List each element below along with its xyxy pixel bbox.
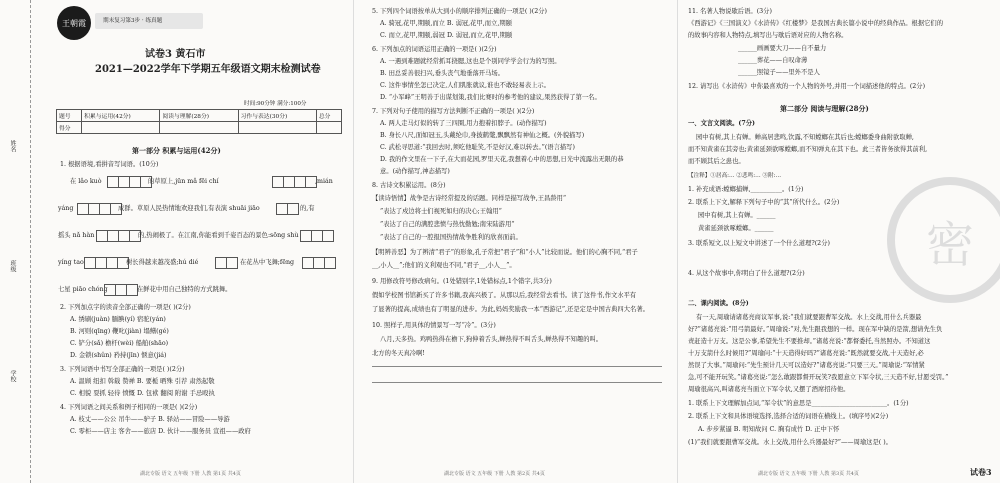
side-school-label: 学校 (9, 370, 16, 382)
reading-1-note: 【注释】①居高:… ②悲鸣:… ③附:… (688, 173, 782, 179)
q7: 7. 下列对句子使用的描写方法判断不正确的一项是( )(2分) (372, 108, 535, 115)
reading-2-text: 然误了大事。”周瑜问:“先生预计几天可以造好?”诸葛亮说:“只要三天。”周瑜说:“军情紧 (688, 362, 925, 369)
score-cell[interactable] (82, 122, 160, 134)
answer-grid[interactable] (302, 257, 335, 269)
page-footer: 湖北专版 语文 五年级 下册 人教 第2页 共4页 (444, 471, 545, 477)
answer-line[interactable] (372, 366, 662, 367)
q2: 2. 下列加点字的读音全部正确的一项是( )(2分) (60, 304, 191, 311)
answer-grid[interactable] (215, 257, 237, 269)
score-header: 习作与表达(30分) (238, 110, 316, 122)
q5: 5. 下列四个词语按单从大到小的顺序排列正确的一项是( )(2分) (372, 8, 547, 15)
q7-option[interactable]: C. 武松寻思道:“我回去时,须吃他耻笑,不是好汉,难以转去。”(语言描写) (380, 144, 575, 151)
q8-text: ”表达了戍边将士们视死如归的决心;王翰用“ (380, 208, 502, 215)
reading-1-q: 1. 补充成语:螳螂捕蝉,__________。(1分) (688, 186, 804, 193)
section-1-title: 第一部分 积累与运用(42分) (132, 146, 221, 155)
q1-line2a: yáng (58, 205, 74, 212)
reading-1-q: 2. 联系上下文,解释下列句子中的“其”所代什么。(2分) (688, 199, 840, 206)
answer-grid[interactable] (84, 257, 128, 269)
score-row-label: 得分 (57, 122, 82, 134)
answer-grid[interactable] (96, 230, 140, 242)
q7-option[interactable]: D. 我的作文里在一下子,在大而花园,罗里天花,我想着心中的思想,日光中流露出无限的恭 (380, 156, 624, 163)
reading-2-q: 2. 联系上下文和具体语境选择,选择合适的词语在横线上。(填序号)(2分) (688, 413, 889, 420)
score-header: 总分 (316, 110, 341, 122)
q2-option[interactable]: C. 铲分(sǎ) 檐杆(wèi) 船舶(shāo) (70, 340, 169, 347)
q1-line3a: 摇头 nǎ hàn (58, 232, 95, 239)
brand-logo: 王朝霞 (57, 6, 91, 40)
q5-option[interactable]: A. 骑冠,花甲,期颐,而立 B. 弱冠,花甲,而立,期颐 (380, 20, 512, 27)
q8-text: 【读诗悟情】战争是古诗经常提及的话题。同样是描写战争,王昌龄用“ (372, 195, 567, 202)
score-header: 题号 (57, 110, 82, 122)
reading-1-text: 而不顾其后之患也。 (688, 158, 745, 165)
side-name-label: 姓名 (9, 140, 16, 152)
page-footer: 湖北专版 语文 五年级 下册 人教 第3页 共4页 (758, 471, 859, 477)
q8-text: __,小人__”;他们的义利观也不同,“君子__,小人__”。 (372, 262, 516, 269)
reading-1-text: 园中有树,其上有蝉。蝉高居悲鸣,饮露,不知螳螂在其后也;螳螂委身曲附欲取蝉, (696, 134, 914, 141)
reading-2-text: 有一天,周瑜请诸葛亮商议军事,说:“我们就要跟曹军交战。水上交战,用什么兵器最 (696, 314, 922, 321)
q2-option[interactable]: B. 河则(qīng) 鞭叱(jiàn) 塌鳝(gé) (70, 328, 169, 335)
answer-grid[interactable] (77, 203, 121, 215)
answer-grid[interactable] (272, 176, 316, 188)
q3-option[interactable]: C. 相貌 耍抓 轻待 愤慨 D. 包袱 翻阅 附谢 手忌殴执 (70, 390, 215, 397)
q4-option[interactable]: C. 零柜——店主 客舍——旅店 D. 伙计——服务员 宣祖——政府 (70, 428, 251, 435)
q7-option-cont: 意。(动作描写,神态描写) (380, 168, 450, 175)
reading-1-text: 而不知黄雀在其旁也;黄雀延颈欲啄螳螂,而不知弹丸在其下也。此三者皆务欲得其前利, (688, 146, 928, 153)
page-1 (0, 0, 345, 483)
q1: 1. 根据语境,看拼音写词语。(10分) (60, 161, 159, 168)
q9: 9. 用修改符号修改病句。(1处错别字,1处错标点,1个错字,共3分) (372, 278, 552, 285)
q1-line4c: 在花丛中飞舞;fēng (240, 259, 295, 266)
q6-option[interactable]: D. “小军峰”王明善于出谋划策,我们比赛时的参考他的建议,果然获得了第一名。 (380, 94, 601, 101)
reading-2-text: 十万支箭什么时候用?”周瑜问:“十天造得好吗?”诸葛亮说:“既然就要交战,十天造好,必 (688, 350, 924, 357)
answer-grid[interactable] (107, 176, 151, 188)
page-2 (353, 0, 674, 483)
score-cell[interactable] (160, 122, 238, 134)
q6-option[interactable]: B. 田总妥善很扫兴,垂头丧气地垂落开马场。 (380, 70, 504, 77)
reading-2-title: 二、课内阅读。(8分) (688, 300, 749, 307)
q1-line5a: 七星 piāo chóng (58, 286, 108, 293)
score-cell[interactable] (316, 122, 341, 134)
answer-grid[interactable] (104, 284, 137, 296)
q1-line2b: 成群。草原人民热情地欢迎我们,有表演 shuāi jiāo (118, 205, 260, 212)
q1-line1b: 的草原上,jūn mǎ fēi chí (148, 178, 219, 185)
q1-line4a: yíng tao (58, 259, 84, 266)
q11-text: 的故事内容和人物特点,填写出与歇后语对应的人物名称。 (688, 32, 848, 39)
score-header: 积累与运用(42分) (82, 110, 160, 122)
reading-1-q: 4. 从这个故事中,你明白了什么道理?(2分) (688, 270, 805, 277)
q3-option[interactable]: A. 温顾 纽扣 斡载 赞禅 B. 要栀 晒殊 引荐 肃然起敬 (70, 378, 215, 385)
exam-title: 试卷3 黄石市 (145, 49, 206, 60)
q8-text: ”表达了自己的一腔报国热情战争胜利的欣喜面前。 (380, 234, 522, 241)
brand-banner: 期末复习第3步 · 练真题 (95, 13, 203, 29)
q1-line5b: 在鲜花中用自己独特的方式跳舞。 (137, 286, 232, 293)
q2-option[interactable]: A. 绣刷(juàn) 腼腆(yí) 宿驼(yán) (70, 316, 166, 323)
reading-2-q: 1. 联系上下文理解加点词,“军令状”的意思是________________________。(1分) (688, 400, 909, 407)
reading-1-q: 园中有树,其上有蝉。______ (698, 212, 776, 219)
q4-option[interactable]: A. 枝丈——公公 吊牛——驴子 B. 驿站——冒险——导游 (70, 416, 230, 423)
section-2-title: 第二部分 阅读与理解(28分) (780, 104, 869, 113)
q8-text: 【明辨善恶】为了辨清“君子”的形象,孔子常把“君子”和“小人”比较而说。他们的心胸不同,“君子 (372, 249, 638, 256)
exam-number-badge: 试卷3 (970, 467, 992, 477)
answer-grid[interactable] (300, 230, 333, 242)
q6-option[interactable]: C. 这件事情坐怎已决定,人们肌胀就议,谁也不敢轻易表上示。 (380, 82, 551, 89)
q1-line2c: 的,有 (300, 205, 315, 212)
q7-option[interactable]: A. 两人走马灯似的转了三四圈,用力抱着扣脖子。(动作描写) (380, 120, 547, 127)
q2-option[interactable]: D. 金锁(shǔn) 矜持(jīn) 惬意(jiá) (70, 352, 167, 359)
binding-line (30, 0, 32, 483)
page-footer: 湖北专版 语文 五年级 下册 人教 第1页 共4页 (140, 471, 241, 477)
q9-text: 假如学校图书馆新买了许多书籍,我高兴极了。从那以后,我经常去看书。读了这件书,作文水平有 (372, 292, 637, 299)
q7-option[interactable]: B. 身长八尺,面如冠玉,头戴纶巾,身披鹤氅,飘飘然有神仙之概。(外貌描写) (380, 132, 585, 139)
score-cell[interactable] (238, 122, 316, 134)
q10: 10. 照样子,用具体的情景写一写“冷”。(3分) (372, 322, 496, 329)
reading-2-text: 好?”诸葛亮说:“用弓箭最好。”周瑜说:“对,先生跟我想的一样。现在军中缺的是箭,想请先生负 (688, 326, 943, 333)
score-header: 阅读与理解(28分) (160, 110, 238, 122)
reading-1-title: 一、文言文阅读。(7分) (688, 120, 756, 127)
q11-item: ______葬花——自叹命薄 (738, 57, 808, 64)
q1-line3b: 的,热闹极了。在江南,你能看到千姿百态的景色:sōng shù (138, 232, 299, 239)
reading-2-q: (1)“我们就要跟曹军交战。水上交战,用什么兵器最好?”——周瑜这是( )。 (688, 439, 892, 446)
q6-option[interactable]: A. 一遇到难题就经常抓耳挠腮,这也是个别同学学会行为的写照。 (380, 58, 561, 65)
q11: 11. 名著人物说歇后语。(3分) (688, 8, 772, 15)
q10-prompt: 北方的冬天真冷啊! (372, 350, 425, 357)
q1-line4b: 树长得越来越茂盛;hú dié (126, 259, 199, 266)
q8: 8. 古诗文积累运用。(8分) (372, 182, 446, 189)
q3: 3. 下列词语中书写全部正确的一项是( )(2分) (60, 366, 185, 373)
answer-line[interactable] (372, 382, 662, 383)
q12: 12. 请写出《水浒传》中你最喜欢的一个人物的外号,并用一个词描述他的特点。(2分) (688, 83, 926, 90)
answer-grid[interactable] (276, 203, 298, 215)
q10-example: 八月,天多热。鸡鸭热得在檐下,狗伸着舌头,蝉热得不叫舌头,蝉热得不知趣的叫。 (380, 336, 603, 343)
q8-text: ”表达了自己的满腔悲愤与热忱勤勉;南宋陆游用“ (380, 221, 515, 228)
reading-2-options[interactable]: A. 步步紧逼 B. 明知故问 C. 胸有成竹 D. 正中下怀 (698, 426, 840, 433)
reading-2-text: 责赶造十万支。这是公事,希望先生不要推却。”诸葛亮说:“都督委托,当然照办。不知道这 (688, 338, 931, 345)
q11-text: 《西游记》《三国演义》《水浒传》《红楼梦》是我国古典长篇小说中的经典作品。根据它们的 (688, 20, 944, 27)
side-class-label: 班级 (9, 260, 16, 272)
reading-1-q: 黄雀延颈欲啄螳螂。______ (698, 225, 774, 232)
q11-item: ______画画要大刀——自不量力 (738, 45, 827, 52)
q9-text: 了显著的提高,成绩也有了明显的进步。为此,妈妈奖励我一本“西游记”,还是定是中国古典四大名著。 (372, 306, 649, 313)
score-table (56, 109, 342, 134)
q1-line1a: 在 lǎo kuò (70, 178, 102, 185)
reading-2-text: 周瑜很高兴,叫诸葛亮当面立下军令状,又摆了酒席招待他。 (688, 386, 850, 393)
reading-1-q: 3. 联系短文,以上短文中讲述了一个什么道理?(2分) (688, 240, 830, 247)
q5-option[interactable]: C. 而立,花甲,期颐,弱冠 D. 弱冠,而立,花甲,期颐 (380, 32, 513, 39)
confidential-stamp: 密 (887, 177, 1000, 303)
exam-subtitle: 2021—2022学年下学期五年级语文期末检测试卷 (95, 64, 321, 75)
q4: 4. 下列词语之间关系和例子相同的一项是( )(2分) (60, 404, 198, 411)
q1-line1c: ,mián (315, 178, 333, 185)
q6: 6. 下列加点的词语运用正确的一项是( )(2分) (372, 46, 497, 53)
q11-item: ______照镜子——里外不是人 (738, 69, 820, 76)
exam-time: 时间:90分钟 满分:100分 (244, 101, 307, 107)
reading-2-text: 急,可不能开玩笑。”诸葛亮说:“怎么敢跟都督开玩笑?我愿意立下军令状,三天造不好,甘愿受罚。” (688, 374, 949, 381)
